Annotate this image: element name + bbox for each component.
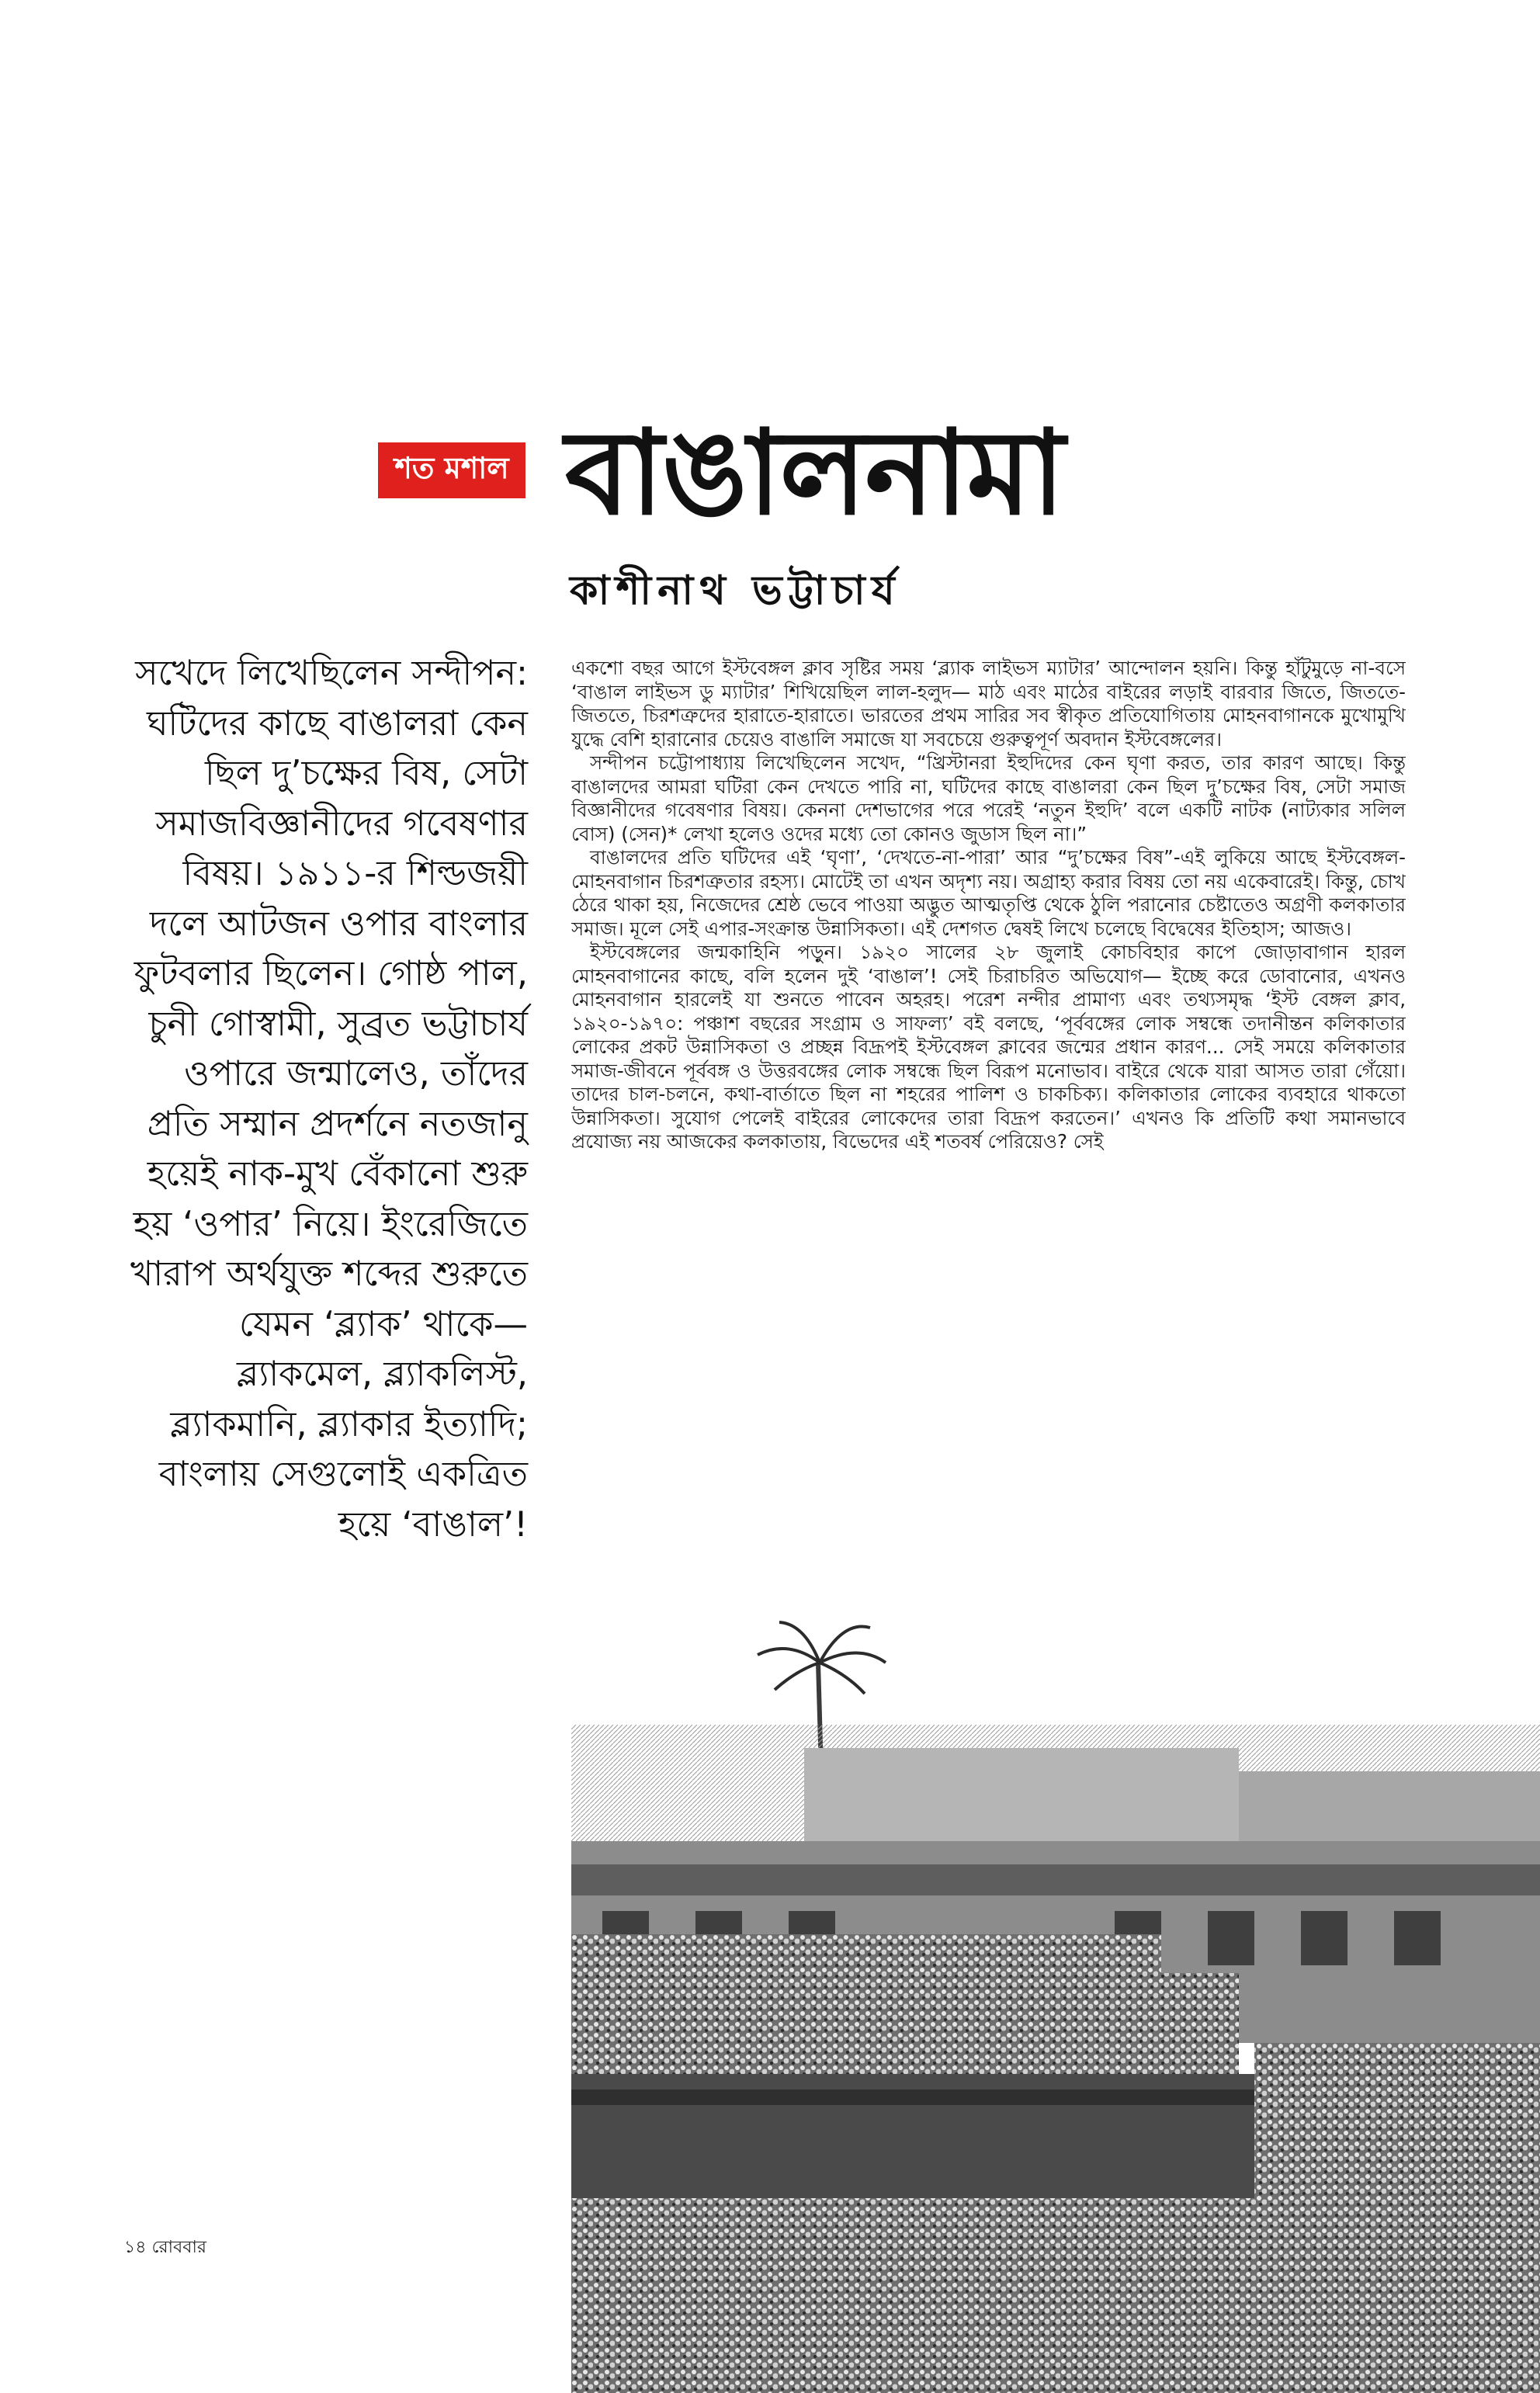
article-body: [571, 657, 1406, 1597]
train-photo-illustration: [571, 1608, 1540, 2393]
body-paragraph: ইস্টবেঙ্গলের জন্মকাহিনি পড়ুন। ১৯২০ সালের ২৮ জুলাই কোচবিহার কাপে জোড়াবাগান হারল মোহনবাগানের কাছে, বলি হলেন দুই ‘বাঙাল’! সেই চিরাচরিত অভিযোগ— ইচ্ছে করে ডোবানোর, এখনও মোহনবাগান হারলেই যা শুনতে পাবেন অহরহ। পরেশ নন্দীর প্রামাণ্য এবং তথ্যসমৃদ্ধ ‘ইস্ট বেঙ্গল ক্লাব, ১৯২০-১৯৭০: পঞ্চাশ বছরের সংগ্রাম ও সাফল্য’ বই বলছে, ‘পূর্ববঙ্গের লোক সম্বন্ধে তদানীন্তন কলিকাতার লোকের প্রকট উন্নাসিকতা ও প্রচ্ছন্ন বিদ্রূপই ইস্টবেঙ্গল ক্লাবের জন্মের প্রধান কারণ... সেই সময়ে কলিকাতার সমাজ-জীবনে পূর্ববঙ্গ ও উত্তরবঙ্গের লোক সম্বন্ধে ছিল বিরূপ মনোভাব। বাইরে থেকে যারা আসত তারা গেঁয়ো। তাদের চাল-চলনে, কথা-বার্তাতে ছিল না শহরের পালিশ ও চাকচিক্য। কলিকাতার লোকের ব্যবহারে থাকতো উন্নাসিকতা। সুযোগ পেলেই বাইরের লোকেদের তারা বিদ্রূপ করতেন।’ এখনও কি প্রতিটি কথা সমানভাবে প্রযোজ্য নয় আজকের কলকাতায়, বিভেদের এই শতবর্ষ পেরিয়েও? সেই: [571, 941, 1406, 1153]
section-badge: [378, 442, 525, 498]
section-badge-label: শত মশাল: [394, 451, 509, 485]
body-paragraph: একশো বছর আগে ইস্টবেঙ্গল ক্লাব সৃষ্টির সময় ‘ব্ল্যাক লাইভস ম্যাটার’ আন্দোলন হয়নি। কিন্তু হাঁটুমুড়ে না-বসে ‘বাঙাল লাইভস ডু ম্যাটার’ শিখিয়েছিল লাল-হলুদ— মাঠ এবং মাঠের বাইরের লড়াই বারবার জিতে, জিততে-জিততে, চিরশত্রুদের হারাতে-হারাতে। ভারতের প্রথম সারির সব স্বীকৃত প্রতিযোগিতায় মোহনবাগানকে মুখোমুখি যুদ্ধে বেশি হারানোর চেয়েও বাঙালি সমাজে যা সবচেয়ে গুরুত্বপূর্ণ অবদান ইস্টবেঙ্গলের।: [571, 657, 1406, 751]
body-paragraph: বাঙালদের প্রতি ঘটিদের এই ‘ঘৃণা’, ‘দেখতে-না-পারা’ আর “দু’চক্ষের বিষ”-এই লুকিয়ে আছে ইস্টবেঙ্গল-মোহনবাগান চিরশত্রুতার রহস্য। মোটেই তা এখন অদৃশ্য নয়। অগ্রাহ্য করার বিষয় তো নয় একেবারেই। কিন্তু, চোখ ঠেরে থাকা হয়, নিজেদের শ্রেষ্ঠ ভেবে পাওয়া অদ্ভুত আত্মতৃপ্তি থেকে ঠুলি পরানোর চেষ্টাতেও অগ্রণী কলকাতার সমাজ। মূলে সেই এপার-সংক্রান্ত উন্নাসিকতা। এই দেশগত দ্বেষই লিখে চলেছে বিদ্বেষের ইতিহাস; আজও।: [571, 846, 1406, 940]
author-byline: কাশীনাথ ভট্টাচার্য: [570, 567, 901, 614]
partition-train-photo: [571, 1608, 1540, 2393]
pull-quote: সখেদে লিখেছিলেন সন্দীপন: ঘটিদের কাছে বাঙালরা কেন ছিল দু’চক্ষের বিষ, সেটা সমাজবিজ্ঞানীদের গবেষণার বিষয়। ১৯১১-র শিল্ডজয়ী দলে আটজন ওপার বাংলার ফুটবলার ছিলেন। গোষ্ঠ পাল, চুনী গোস্বামী, সুব্রত ভট্টাচার্য ওপারে জন্মালেও, তাঁদের প্রতি সম্মান প্রদর্শনে নতজানু হয়েই নাক-মুখ বেঁকানো শুরু হয় ‘ওপার’ নিয়ে। ইংরেজিতে খারাপ অর্থযুক্ত শব্দের শুরুতে যেমন ‘ব্ল্যাক’ থাকে— ব্ল্যাকমেল, ব্ল্যাকলিস্ট, ব্ল্যাকমানি, ব্ল্যাকার ইত্যাদি; বাংলায় সেগুলোই একত্রিত হয়ে ‘বাঙাল’!: [130, 654, 528, 1545]
page-folio: ১৪ রোববার: [124, 2238, 206, 2257]
article-title: বাঙালনামা: [565, 406, 1064, 541]
body-paragraph: সন্দীপন চট্টোপাধ্যায় লিখেছিলেন সখেদ, “খ্রিস্টানরা ইহুদিদের কেন ঘৃণা করত, তার কারণ আছে। কিন্তু বাঙালদের আমরা ঘটিরা কেন দেখতে পারি না, ঘটিদের কাছে বাঙালরা কেন ছিল দু’চক্ষের বিষ, সেটা সমাজ বিজ্ঞানীদের গবেষণার বিষয়। কেননা দেশভাগের পরে পরেই ‘নতুন ইহুদি’ বলে একটি নাটক (নাট্যকার সলিল বোস) (সেন)* লেখা হলেও ওদের মধ্যে তো কোনও জুডাস ছিল না।”: [571, 751, 1406, 845]
